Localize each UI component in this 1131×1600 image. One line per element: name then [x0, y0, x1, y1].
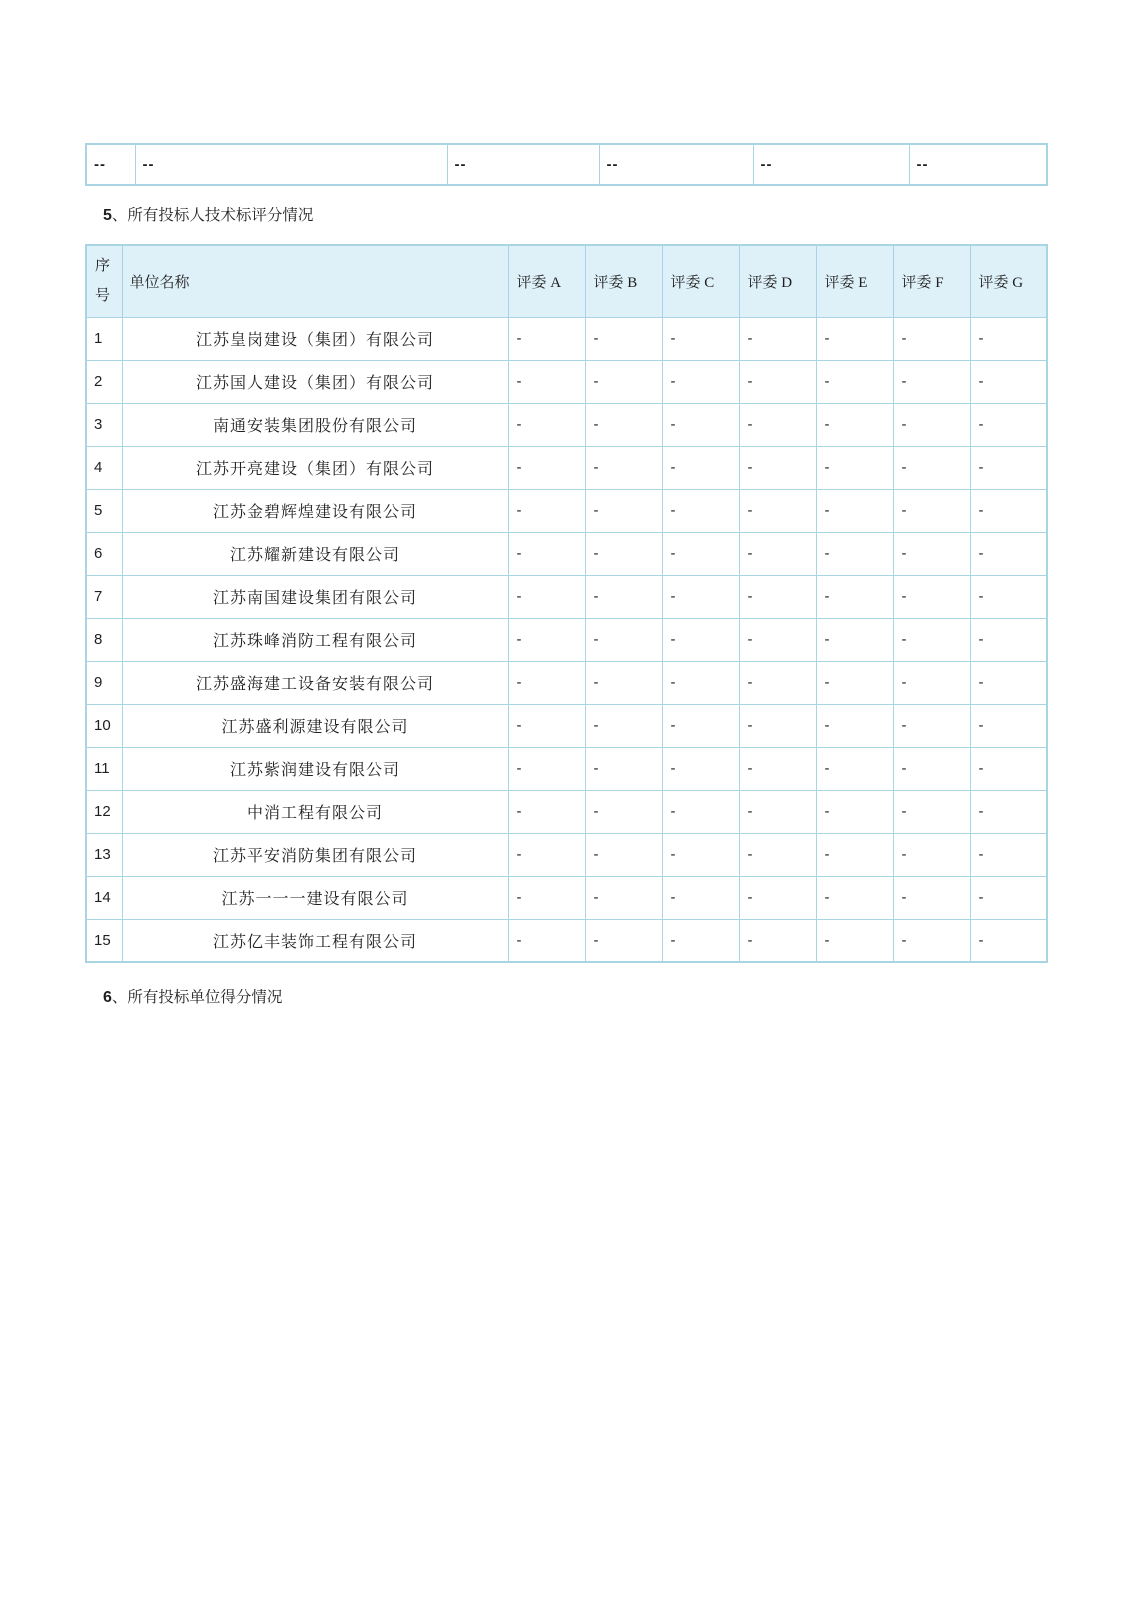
judge-score-cell: - [893, 790, 970, 833]
judge-score-cell: - [508, 919, 585, 962]
table-row [86, 489, 1047, 532]
column-header-judge-a: 评委 A [508, 245, 585, 317]
judge-score-cell: - [970, 618, 1047, 661]
judge-score-cell: - [739, 790, 816, 833]
company-name-cell: 江苏亿丰装饰工程有限公司 [122, 919, 508, 962]
judge-score-cell: - [970, 661, 1047, 704]
judge-score-cell: - [739, 446, 816, 489]
judge-score-cell: - [662, 833, 739, 876]
judge-score-cell: - [585, 575, 662, 618]
judge-score-cell: - [585, 403, 662, 446]
judge-score-cell: - [739, 403, 816, 446]
column-header-judge-c: 评委 C [662, 245, 739, 317]
row-number-cell: 11 [86, 747, 122, 790]
judge-score-cell: - [970, 575, 1047, 618]
section6-heading [85, 987, 1046, 1009]
judge-score-cell: - [585, 532, 662, 575]
judge-score-cell: - [893, 403, 970, 446]
table-row [86, 790, 1047, 833]
judge-score-cell: - [893, 704, 970, 747]
judge-score-cell: - [585, 790, 662, 833]
judge-score-cell: - [893, 532, 970, 575]
judge-score-cell: - [739, 618, 816, 661]
judge-score-cell: - [739, 919, 816, 962]
judge-score-cell: - [739, 532, 816, 575]
company-name-cell: 中消工程有限公司 [122, 790, 508, 833]
table-row [86, 704, 1047, 747]
column-header-judge-d: 评委 D [739, 245, 816, 317]
company-name-cell: 江苏南国建设集团有限公司 [122, 575, 508, 618]
judge-score-cell: - [585, 704, 662, 747]
judge-score-cell: - [816, 661, 893, 704]
judge-score-cell: - [585, 317, 662, 360]
row-number-cell: 9 [86, 661, 122, 704]
row-number-cell: 13 [86, 833, 122, 876]
judge-score-cell: - [662, 618, 739, 661]
section6-punct: 、 [111, 989, 128, 1006]
judge-score-cell: - [816, 575, 893, 618]
company-name-cell: 江苏耀新建设有限公司 [122, 532, 508, 575]
judge-score-cell: - [816, 790, 893, 833]
continuation-cell: -- [909, 144, 1047, 185]
column-header-judge-f: 评委 F [893, 245, 970, 317]
table-row [86, 317, 1047, 360]
judge-score-cell: - [508, 876, 585, 919]
judge-score-cell: - [893, 618, 970, 661]
section6-title: 所有投标单位得分情况 [127, 989, 283, 1006]
table-row [86, 360, 1047, 403]
judge-score-cell: - [739, 876, 816, 919]
table-header-row [86, 245, 1047, 317]
column-header-judge-b: 评委 B [585, 245, 662, 317]
table-row [86, 575, 1047, 618]
judge-score-cell: - [970, 919, 1047, 962]
row-number-cell: 1 [86, 317, 122, 360]
table-row [86, 618, 1047, 661]
table-row [86, 919, 1047, 962]
row-number-cell: 5 [86, 489, 122, 532]
judge-score-cell: - [508, 489, 585, 532]
section5-title: 所有投标人技术标评分情况 [127, 207, 314, 224]
company-name-cell: 江苏盛利源建设有限公司 [122, 704, 508, 747]
judge-score-cell: - [585, 833, 662, 876]
section5-punct: 、 [111, 207, 128, 224]
judge-score-cell: - [508, 532, 585, 575]
row-number-cell: 2 [86, 360, 122, 403]
judge-score-cell: - [893, 833, 970, 876]
judge-score-cell: - [816, 360, 893, 403]
company-name-cell: 江苏一一一建设有限公司 [122, 876, 508, 919]
judge-score-cell: - [508, 575, 585, 618]
row-number-cell: 15 [86, 919, 122, 962]
judge-score-cell: - [739, 360, 816, 403]
judge-score-cell: - [970, 532, 1047, 575]
company-name-cell: 江苏平安消防集团有限公司 [122, 833, 508, 876]
judge-score-cell: - [508, 661, 585, 704]
judge-score-cell: - [816, 403, 893, 446]
judge-score-cell: - [739, 317, 816, 360]
continuation-cell: -- [447, 144, 599, 185]
judge-score-cell: - [662, 876, 739, 919]
company-name-cell: 江苏紫润建设有限公司 [122, 747, 508, 790]
table-row [86, 833, 1047, 876]
judge-score-cell: - [816, 446, 893, 489]
column-header-company-name: 单位名称 [122, 245, 508, 317]
column-header-no: 序号 [86, 245, 122, 317]
judge-score-cell: - [662, 704, 739, 747]
judge-score-cell: - [508, 403, 585, 446]
row-number-cell: 12 [86, 790, 122, 833]
section5-heading [85, 205, 1046, 227]
judge-score-cell: - [508, 317, 585, 360]
table-row [86, 446, 1047, 489]
judge-score-cell: - [893, 661, 970, 704]
table-row [86, 747, 1047, 790]
judge-score-cell: - [816, 876, 893, 919]
continuation-cell: -- [599, 144, 753, 185]
judge-score-cell: - [662, 532, 739, 575]
judge-score-cell: - [816, 833, 893, 876]
judge-score-cell: - [508, 618, 585, 661]
judge-score-cell: - [970, 360, 1047, 403]
judge-score-cell: - [816, 532, 893, 575]
judge-score-cell: - [893, 317, 970, 360]
judge-score-cell: - [508, 360, 585, 403]
judge-score-cell: - [662, 489, 739, 532]
judge-score-cell: - [893, 876, 970, 919]
continuation-table [85, 143, 1048, 186]
continuation-cell: -- [86, 144, 135, 185]
page-content [85, 0, 1046, 1009]
judge-score-cell: - [739, 575, 816, 618]
score-table-body [86, 317, 1047, 962]
judge-score-cell: - [970, 317, 1047, 360]
company-name-cell: 江苏金碧辉煌建设有限公司 [122, 489, 508, 532]
judge-score-cell: - [970, 704, 1047, 747]
judge-score-cell: - [662, 747, 739, 790]
judge-score-cell: - [662, 446, 739, 489]
row-number-cell: 3 [86, 403, 122, 446]
judge-score-cell: - [662, 790, 739, 833]
judge-score-cell: - [662, 575, 739, 618]
judge-score-cell: - [585, 618, 662, 661]
table-row [86, 403, 1047, 446]
judge-score-cell: - [585, 360, 662, 403]
judge-score-cell: - [739, 489, 816, 532]
judge-score-cell: - [816, 919, 893, 962]
judge-score-cell: - [816, 317, 893, 360]
company-name-cell: 江苏珠峰消防工程有限公司 [122, 618, 508, 661]
continuation-cell: -- [135, 144, 447, 185]
judge-score-cell: - [970, 489, 1047, 532]
company-name-cell: 江苏盛海建工设备安装有限公司 [122, 661, 508, 704]
continuation-cell: -- [753, 144, 909, 185]
judge-score-cell: - [893, 575, 970, 618]
judge-score-cell: - [816, 618, 893, 661]
section6-number: 6 [103, 989, 112, 1006]
judge-score-cell: - [585, 876, 662, 919]
column-header-judge-g: 评委 G [970, 245, 1047, 317]
row-number-cell: 4 [86, 446, 122, 489]
judge-score-cell: - [893, 747, 970, 790]
judge-score-cell: - [970, 446, 1047, 489]
company-name-cell: 江苏开亮建设（集团）有限公司 [122, 446, 508, 489]
judge-score-cell: - [585, 489, 662, 532]
judge-score-cell: - [585, 747, 662, 790]
judge-score-cell: - [970, 403, 1047, 446]
company-name-cell: 南通安装集团股份有限公司 [122, 403, 508, 446]
judge-score-cell: - [893, 489, 970, 532]
judge-score-cell: - [816, 704, 893, 747]
judge-score-cell: - [816, 747, 893, 790]
row-number-cell: 8 [86, 618, 122, 661]
company-name-cell: 江苏皇岗建设（集团）有限公司 [122, 317, 508, 360]
judge-score-cell: - [970, 833, 1047, 876]
judge-score-cell: - [585, 919, 662, 962]
judge-score-cell: - [970, 876, 1047, 919]
judge-score-cell: - [893, 446, 970, 489]
section5-number: 5 [103, 207, 112, 224]
judge-score-cell: - [508, 704, 585, 747]
row-number-cell: 6 [86, 532, 122, 575]
judge-score-cell: - [739, 833, 816, 876]
judge-score-cell: - [893, 919, 970, 962]
judge-score-cell: - [662, 360, 739, 403]
company-name-cell: 江苏国人建设（集团）有限公司 [122, 360, 508, 403]
judge-score-cell: - [662, 317, 739, 360]
judge-score-cell: - [585, 446, 662, 489]
judge-score-cell: - [585, 661, 662, 704]
column-header-judge-e: 评委 E [816, 245, 893, 317]
row-number-cell: 14 [86, 876, 122, 919]
judge-score-cell: - [739, 661, 816, 704]
continuation-row [86, 144, 1047, 185]
row-number-cell: 10 [86, 704, 122, 747]
table-row [86, 532, 1047, 575]
judge-score-cell: - [739, 747, 816, 790]
judge-score-cell: - [662, 919, 739, 962]
table-row [86, 876, 1047, 919]
judge-score-cell: - [508, 747, 585, 790]
judge-score-cell: - [893, 360, 970, 403]
judge-score-cell: - [508, 446, 585, 489]
technical-score-table [85, 244, 1048, 963]
judge-score-cell: - [816, 489, 893, 532]
judge-score-cell: - [662, 403, 739, 446]
judge-score-cell: - [662, 661, 739, 704]
judge-score-cell: - [739, 704, 816, 747]
judge-score-cell: - [508, 833, 585, 876]
judge-score-cell: - [508, 790, 585, 833]
table-row [86, 661, 1047, 704]
judge-score-cell: - [970, 747, 1047, 790]
row-number-cell: 7 [86, 575, 122, 618]
judge-score-cell: - [970, 790, 1047, 833]
